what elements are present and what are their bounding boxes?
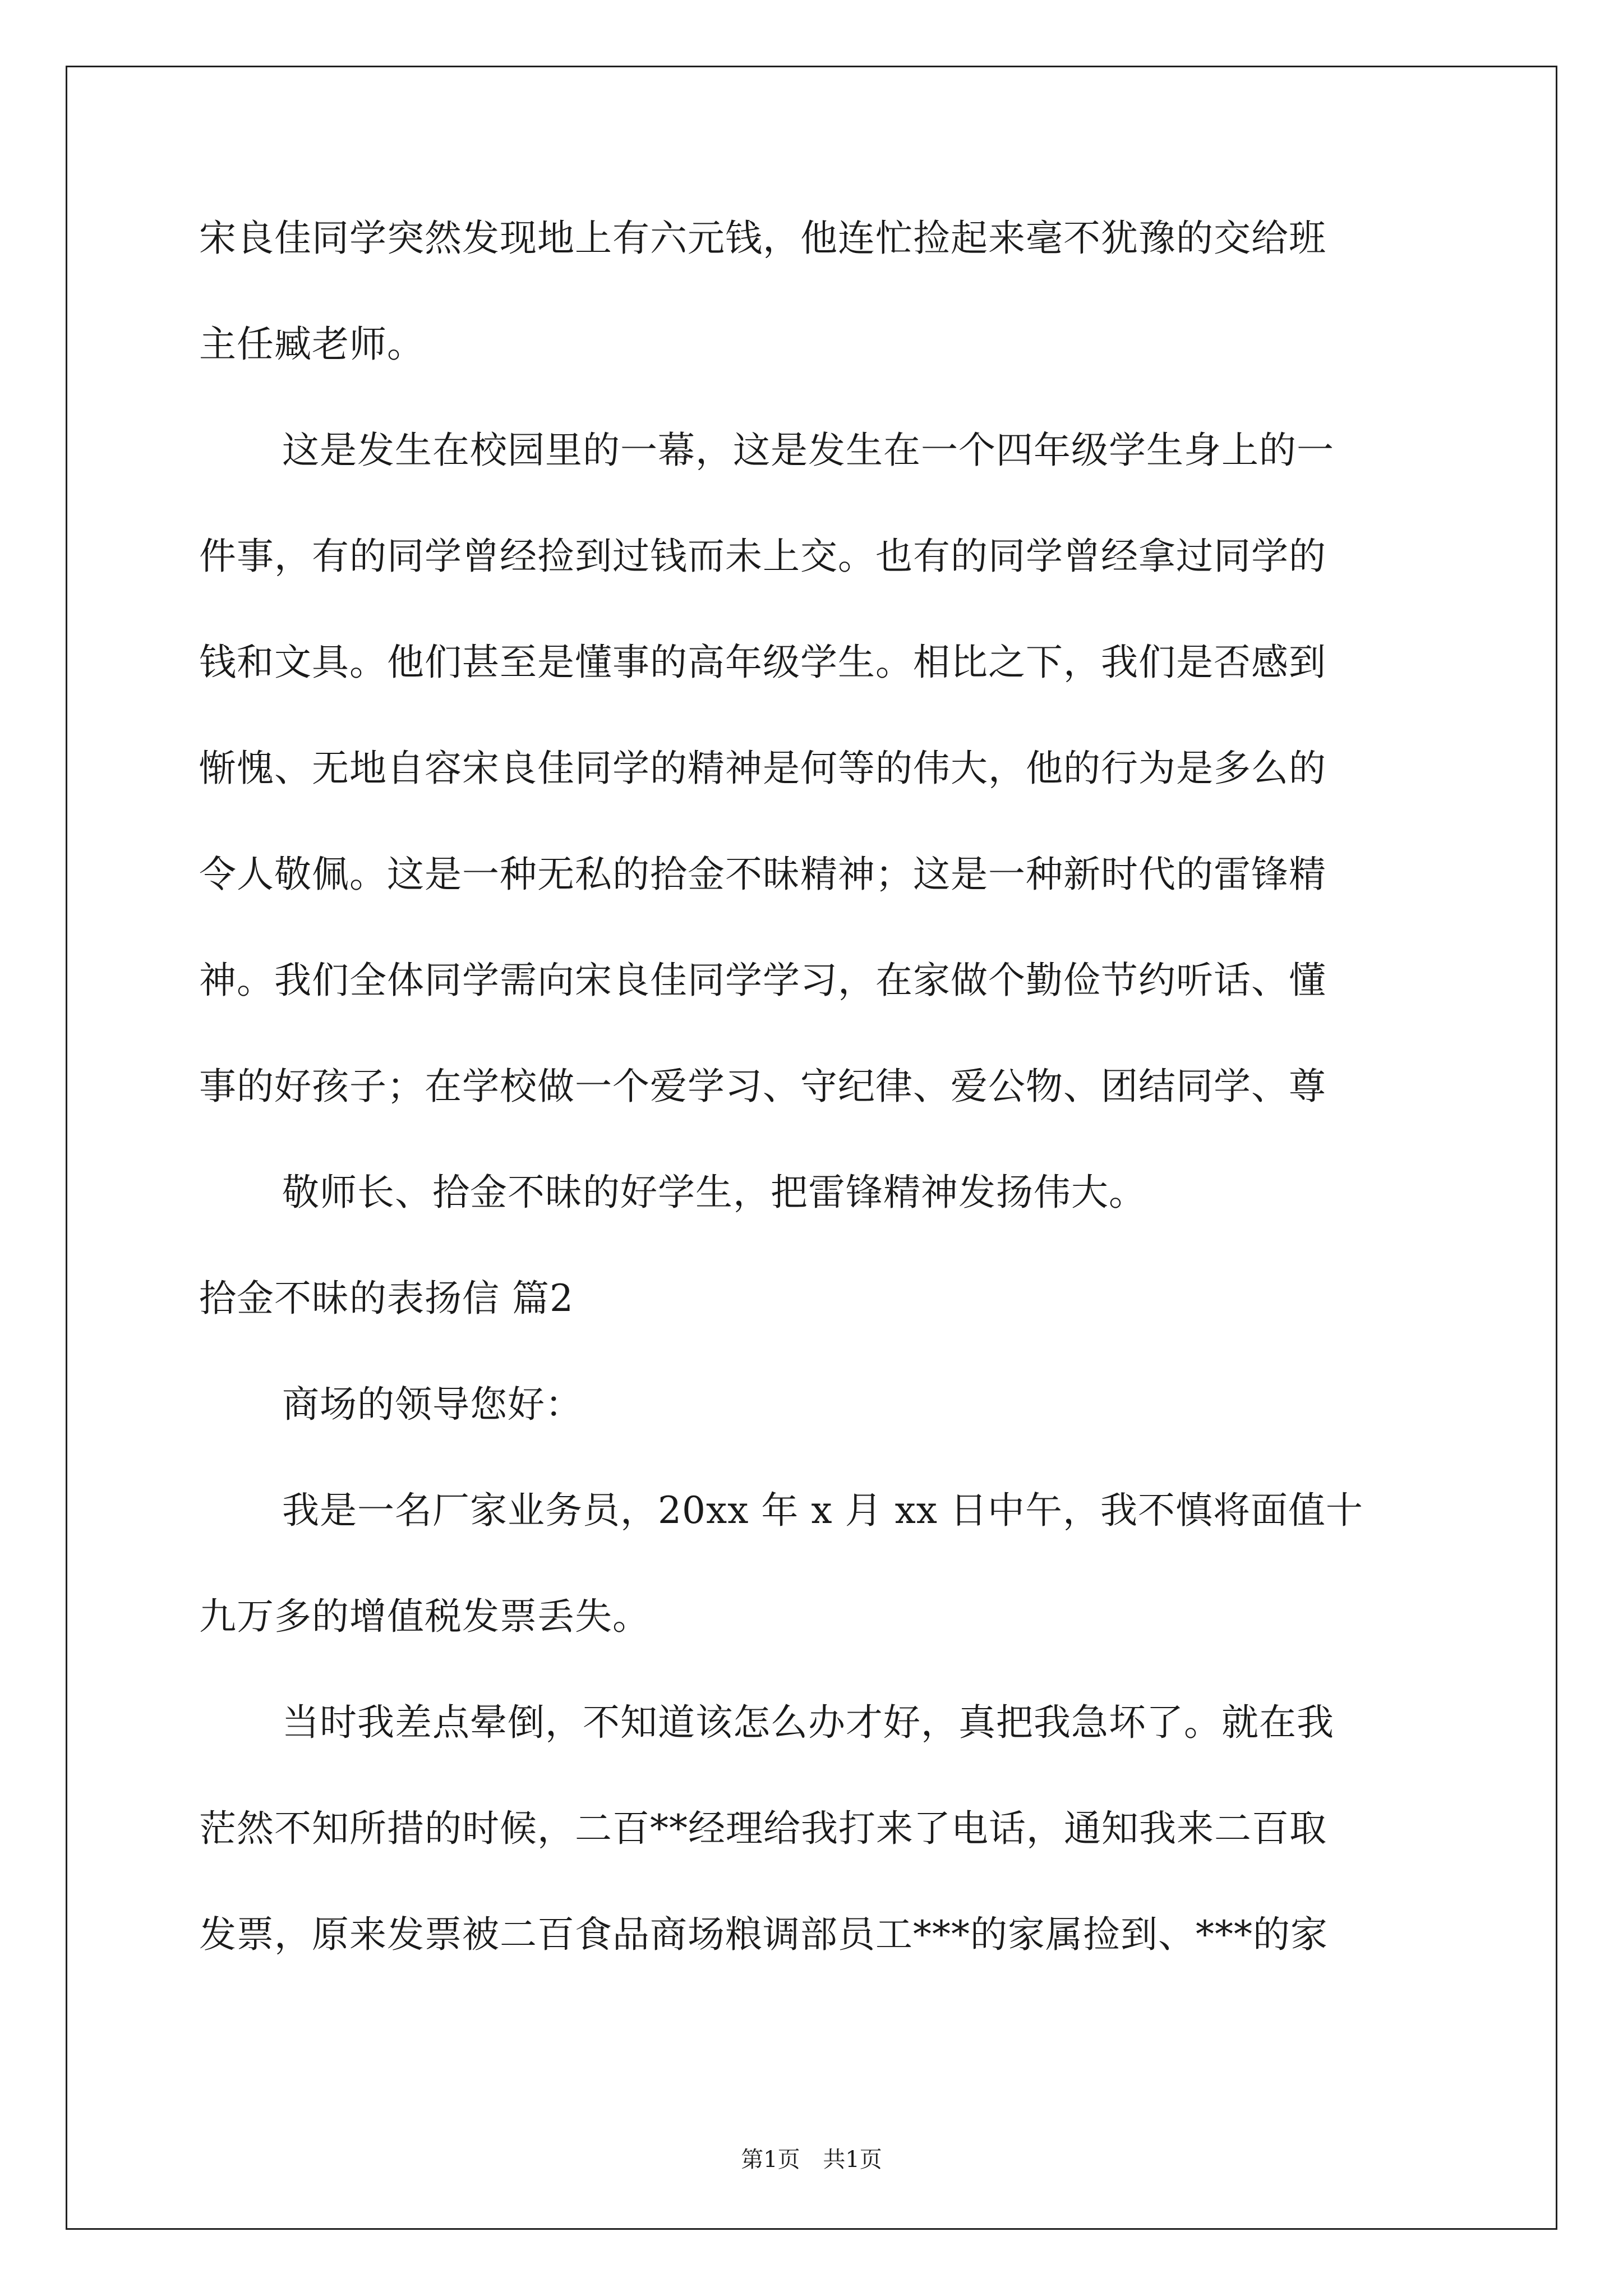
salutation: 商场的领导您好： (282, 1383, 583, 1426)
text-line: 令人敬佩。这是一种无私的拾金不昧精神；这是一种新时代的雷锋精 (199, 853, 1326, 896)
paragraph-start-line: 这是发生在校园里的一幕，这是发生在一个四年级学生身上的一 (282, 429, 1334, 472)
paragraph-start-line: 当时我差点晕倒，不知道该怎么办才好，真把我急坏了。就在我 (282, 1701, 1334, 1744)
page-number-current: 第1页 (741, 2147, 800, 2173)
section-heading: 拾金不昧的表扬信 篇2 (199, 1277, 574, 1320)
text-line: 钱和文具。他们甚至是懂事的高年级学生。相比之下，我们是否感到 (199, 641, 1326, 684)
text-line: 神。我们全体同学需向宋良佳同学学习，在家做个勤俭节约听话、懂 (199, 959, 1326, 1002)
paragraph-start-line: 我是一名厂家业务员，20xx 年 x 月 xx 日中午，我不慎将面值十 (282, 1489, 1363, 1532)
text-line: 事的好孩子；在学校做一个爱学习、守纪律、爱公物、团结同学、尊 (199, 1065, 1326, 1108)
page-footer (0, 2146, 1623, 2174)
text-line: 宋良佳同学突然发现地上有六元钱，他连忙捡起来毫不犹豫的交给班 (199, 217, 1326, 260)
text-line: 九万多的增值税发票丢失。 (199, 1595, 650, 1638)
text-line: 茫然不知所措的时候，二百**经理给我打来了电话，通知我来二百取 (199, 1807, 1327, 1850)
text-line: 件事，有的同学曾经捡到过钱而未上交。也有的同学曾经拿过同学的 (199, 535, 1326, 578)
text-line: 惭愧、无地自容宋良佳同学的精神是何等的伟大，他的行为是多么的 (199, 747, 1326, 790)
page-border (66, 66, 1557, 2230)
text-line: 发票，原来发票被二百食品商场粮调部员工***的家属捡到、***的家 (199, 1913, 1328, 1956)
page-number-total: 共1页 (823, 2147, 882, 2173)
text-line: 主任臧老师。 (199, 323, 425, 366)
text-line: 敬师长、拾金不昧的好学生，把雷锋精神发扬伟大。 (282, 1171, 1146, 1214)
